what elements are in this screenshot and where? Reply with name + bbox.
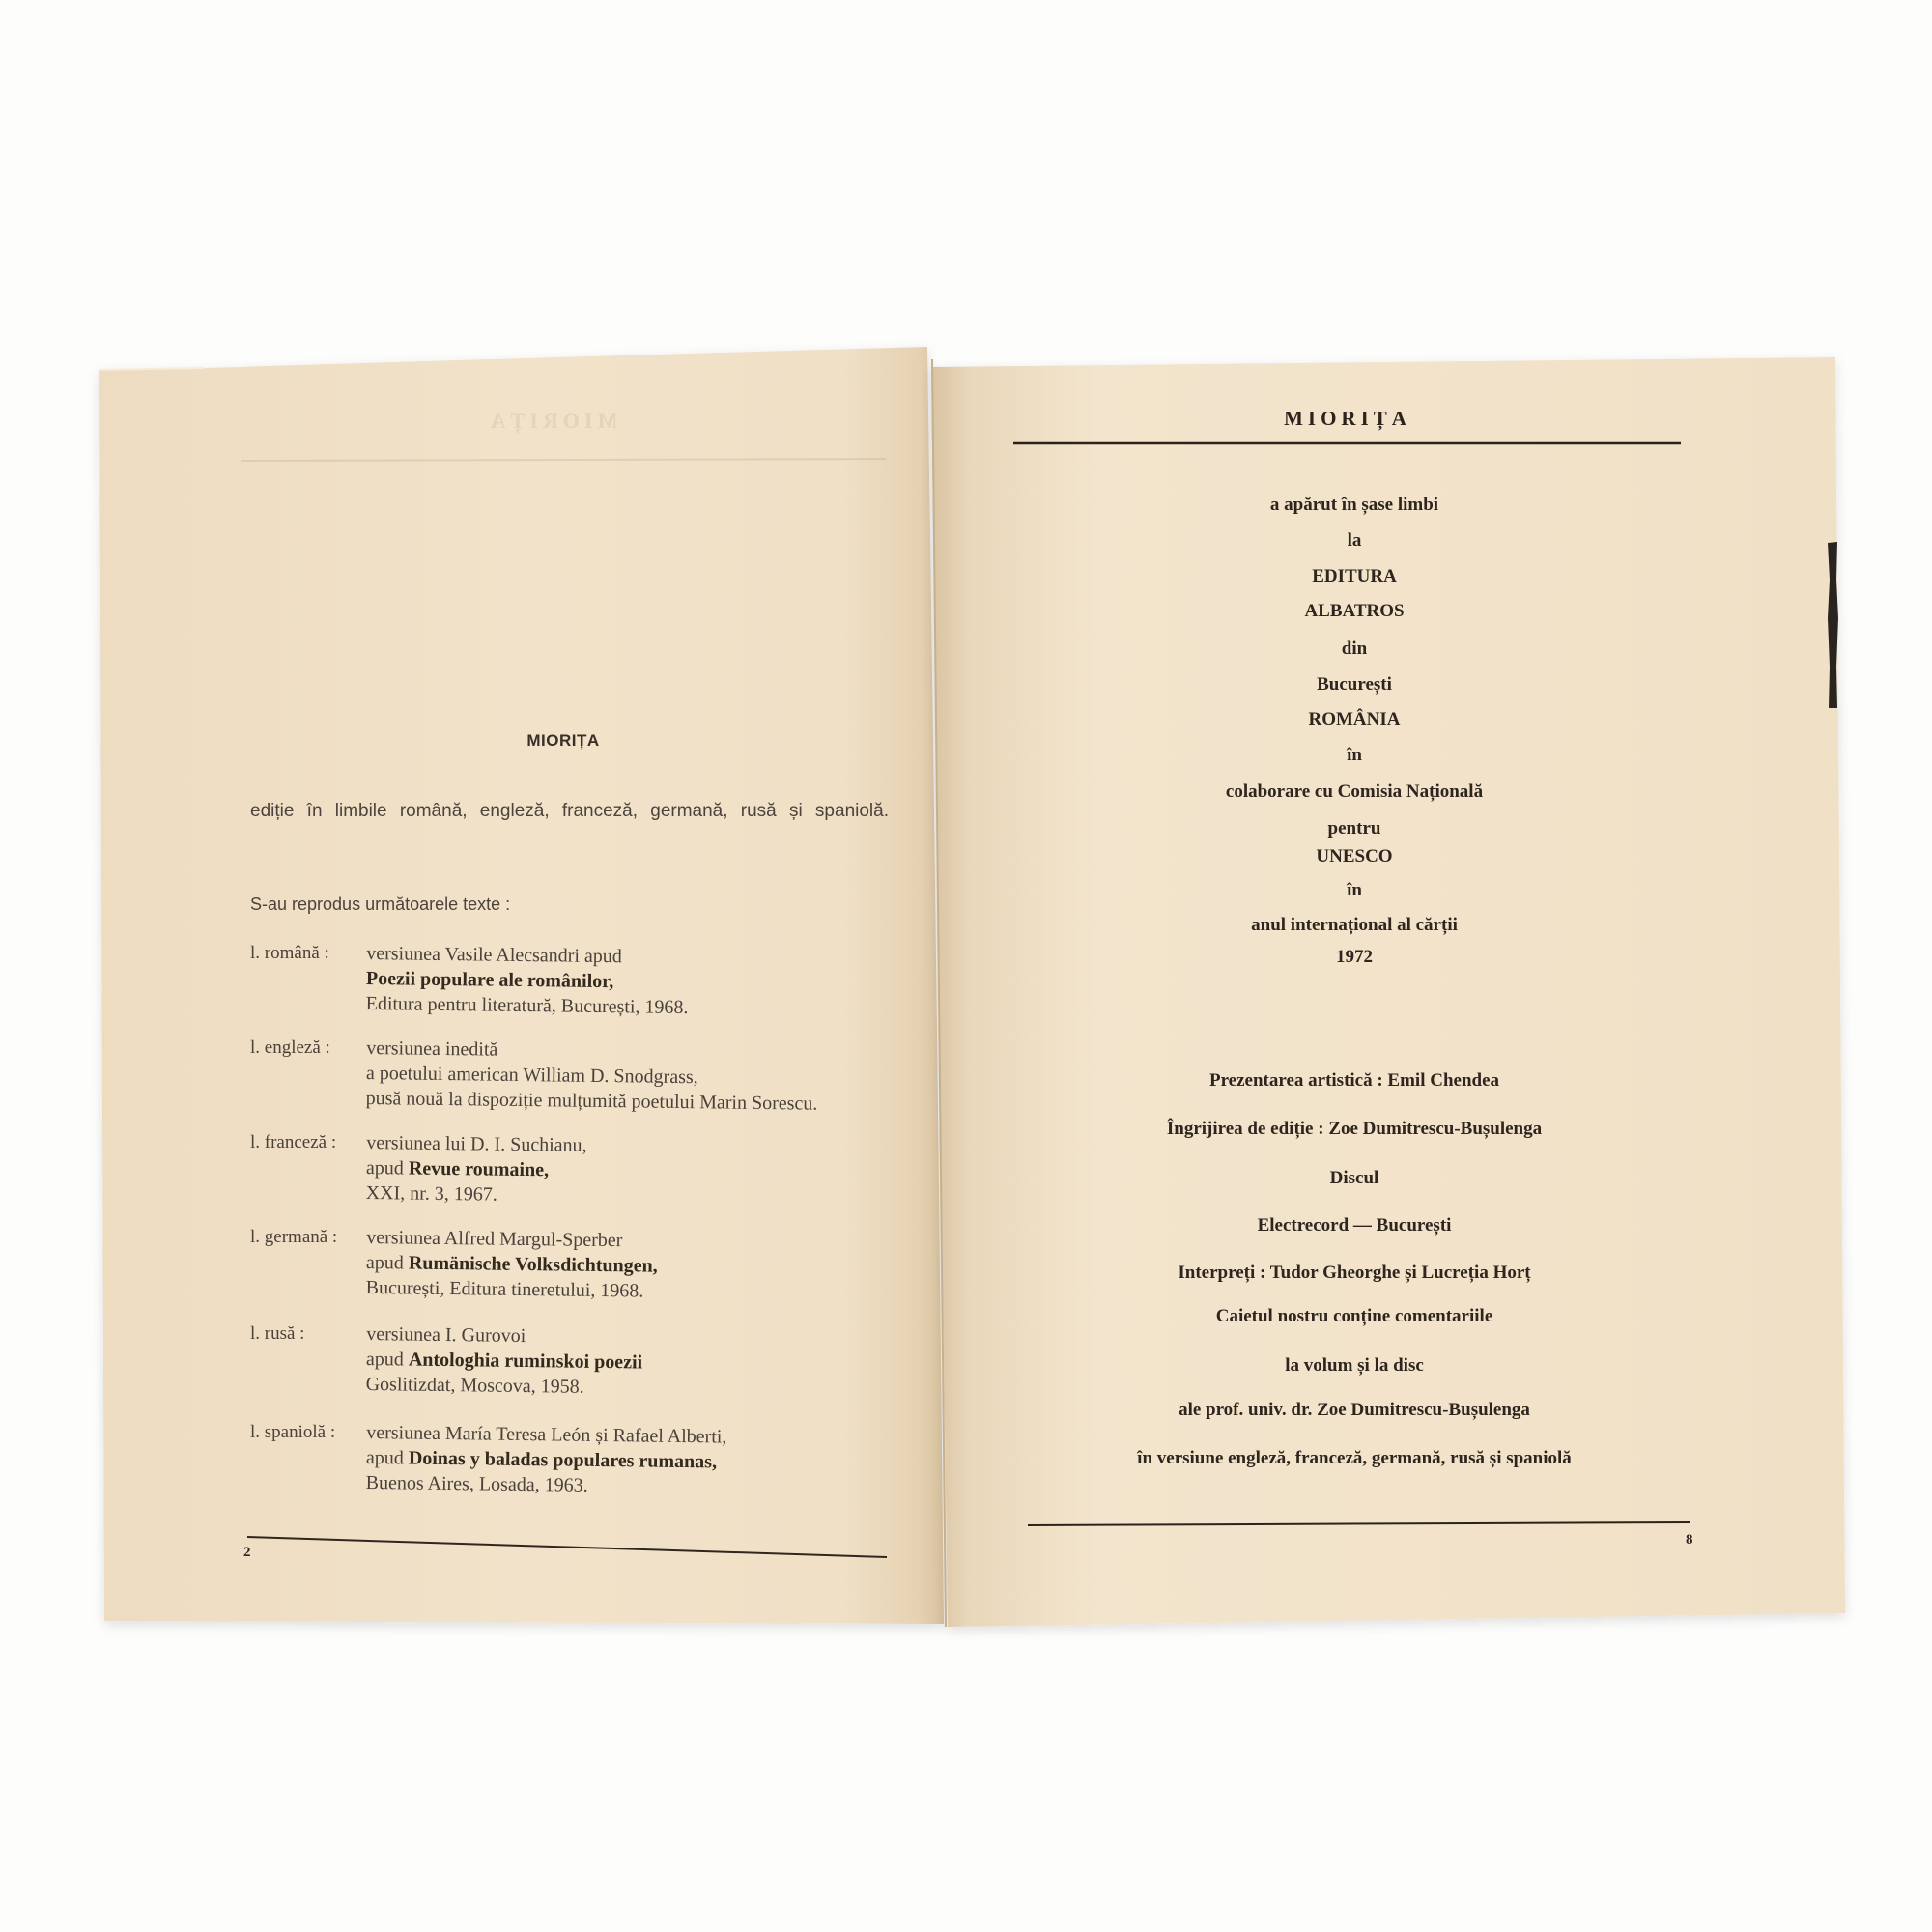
source-entry-german bbox=[250, 1225, 907, 1302]
entry-line: a poetului american William D. Snodgrass, bbox=[365, 1063, 698, 1089]
entry-line: versiunea Vasile Alecsandri apud bbox=[366, 943, 622, 968]
book-title: Revue roumaine, bbox=[408, 1157, 550, 1181]
entry-line: apud Rumänische Volksdichtungen, bbox=[365, 1252, 658, 1277]
commentary-line: la volum și la disc bbox=[1285, 1355, 1424, 1376]
commentary-author-line: ale prof. univ. dr. Zoe Dumitrescu-Bușulenga bbox=[1179, 1400, 1530, 1420]
entry-line: versiunea María Teresa León și Rafael Alberti, bbox=[366, 1422, 727, 1448]
entry-lines bbox=[366, 1321, 643, 1400]
book-title: Antologhia ruminskoi poezii bbox=[408, 1349, 643, 1374]
colophon-line: la bbox=[1347, 530, 1362, 551]
artistic-presentation-credit: Prezentarea artistică : Emil Chendea bbox=[1208, 1070, 1500, 1091]
source-entry-russian bbox=[250, 1321, 907, 1399]
entry-label: l. germană : bbox=[250, 1227, 338, 1247]
entry-label: l. engleză : bbox=[250, 1037, 330, 1058]
organization-line: UNESCO bbox=[1316, 846, 1393, 867]
occasion-line: anul internațional al cărții bbox=[1251, 915, 1458, 935]
entry-line bbox=[366, 966, 689, 995]
performers-credit: Interpreți : Tudor Gheorghe și Lucreția Horț bbox=[1178, 1263, 1531, 1283]
entry-line: versiunea inedită bbox=[366, 1037, 498, 1061]
entry-lines bbox=[366, 1225, 659, 1304]
entry-line: Buenos Aires, Losada, 1963. bbox=[365, 1471, 588, 1496]
source-entry-romanian bbox=[250, 941, 907, 1018]
published-languages-line: a apărut în șase limbi bbox=[1269, 495, 1439, 515]
entry-line: versiunea Alfred Margul-Sperber bbox=[366, 1227, 623, 1252]
reproduced-texts-intro: S-au reprodus următoarele texte : bbox=[250, 895, 511, 914]
record-line: Discul bbox=[1329, 1168, 1379, 1188]
entry-line: versiunea lui D. I. Suchianu, bbox=[366, 1132, 587, 1156]
entry-line: apud Doinas y baladas populares rumanas, bbox=[365, 1447, 718, 1473]
entry-lines bbox=[366, 1036, 819, 1117]
entry-line: apud Antologhia ruminskoi poezii bbox=[365, 1349, 643, 1374]
editor-credit: Îngrijirea de ediție : Zoe Dumitrescu-Bușulenga bbox=[1166, 1119, 1543, 1139]
page-number-right: 8 bbox=[1686, 1532, 1693, 1548]
entry-line: Editura pentru literatură, București, 1968. bbox=[365, 992, 689, 1019]
colophon-line: din bbox=[1341, 639, 1368, 659]
entry-label: l. română : bbox=[250, 943, 329, 963]
right-page-header: MIORIȚA bbox=[1284, 407, 1411, 430]
entry-line: București, Editura tineretului, 1968. bbox=[365, 1276, 644, 1302]
entry-line: XXI, nr. 3, 1967. bbox=[365, 1181, 497, 1206]
source-entry-english bbox=[250, 1036, 907, 1113]
colophon-line: în bbox=[1347, 745, 1362, 765]
edition-languages-line: ediție în limbile română, engleză, franceză, germană, rusă și spaniolă. bbox=[250, 801, 889, 821]
entry-line: Goslitizdat, Moscova, 1958. bbox=[365, 1373, 584, 1398]
entry-line: apud Revue roumaine, bbox=[365, 1157, 550, 1181]
page-number-left: 2 bbox=[243, 1545, 251, 1560]
entry-line: pusă nouă la dispoziție mulțumită poetului Marin Sorescu. bbox=[365, 1087, 818, 1115]
country-line: ROMÂNIA bbox=[1308, 709, 1401, 729]
entry-label: l. franceză : bbox=[250, 1132, 337, 1152]
book-title: Doinas y baladas populares rumanas, bbox=[408, 1447, 718, 1473]
source-entry-spanish bbox=[250, 1420, 907, 1497]
entry-label: l. spaniolă : bbox=[250, 1422, 336, 1442]
entry-lines bbox=[366, 1420, 727, 1500]
entry-lines bbox=[366, 941, 690, 1020]
commentary-languages-line: în versiune engleză, franceză, germană, rusă și spaniolă bbox=[1137, 1448, 1572, 1468]
publisher-line: EDITURA bbox=[1312, 566, 1397, 586]
show-through-title: MIORIȚA bbox=[485, 409, 618, 433]
collaboration-line: colaborare cu Comisia Națională bbox=[1225, 781, 1484, 802]
publisher-name-line: ALBATROS bbox=[1304, 601, 1405, 621]
entry-line: versiunea I. Gurovoi bbox=[366, 1323, 526, 1348]
city-line: București bbox=[1317, 674, 1392, 695]
entry-lines bbox=[366, 1130, 587, 1208]
colophon-line: pentru bbox=[1327, 818, 1381, 838]
entry-label: l. rusă : bbox=[250, 1323, 305, 1344]
left-page-title: MIORIȚA bbox=[526, 731, 600, 750]
commentary-line: Caietul nostru conține comentariile bbox=[1215, 1306, 1493, 1326]
year-line: 1972 bbox=[1336, 947, 1373, 967]
source-entry-french bbox=[250, 1130, 907, 1208]
colophon-line: în bbox=[1347, 880, 1362, 900]
record-label-line: Electrecord — București bbox=[1257, 1215, 1452, 1236]
book-title: Poezii populare ale românilor, bbox=[365, 968, 614, 993]
book-title: Rumänische Volksdichtungen, bbox=[408, 1252, 658, 1277]
